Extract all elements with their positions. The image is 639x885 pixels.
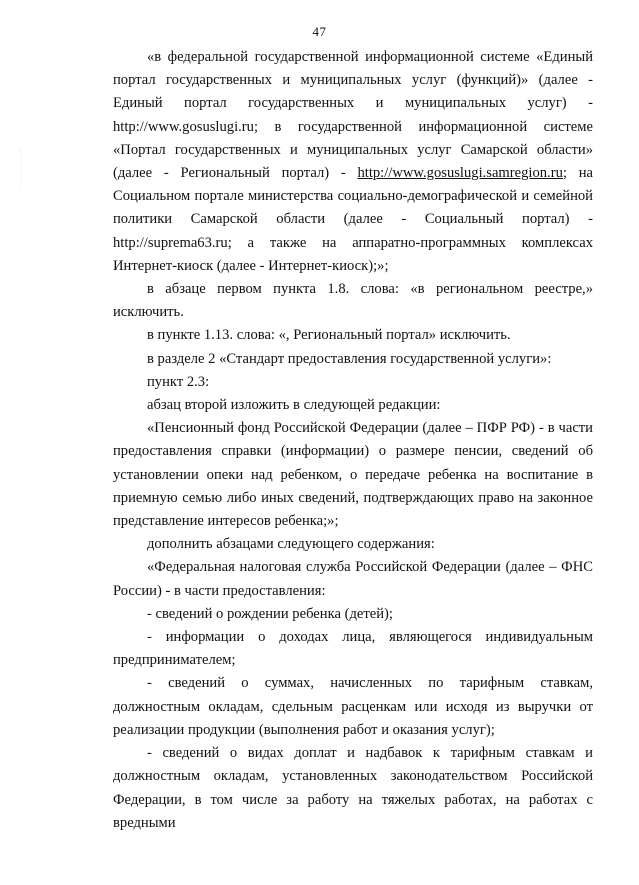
paragraph-text: ; на Социальном портале министерства социально-демографической и семейной политики Самарской области (далее - Социальный портал) - http://suprema63.ru; а также на аппаратно-программных комплексах Интернет-киоск (далее - Интернет-киоск);»; xyxy=(113,165,593,274)
paragraph-pfr: «Пенсионный фонд Российской Федерации (далее – ПФР РФ) - в части предоставления справки (информации) о размере пенсии, сведений об установлении опеки над ребенком, о передаче ребенка на воспитание в приемную семью либо иных сведений, подтверждающих право на законное представление интересов ребенка;»; xyxy=(113,420,593,530)
regional-portal-link[interactable]: http://www.gosuslugi.samregion.ru xyxy=(357,165,563,182)
scan-margin-artifact xyxy=(20,150,35,190)
document-body xyxy=(113,46,593,835)
paragraph-supplement: дополнить абзацами следующего содержания: xyxy=(147,536,435,553)
paragraph-text: «в федеральной государственной информационной системе «Единый портал государственных и муниципальных услуг (функций)» (далее - Единый портал государственных и муниципальных услуг) - http://www.gosuslugi.ru; в государственной информационной системе «Портал государственных и муниципальных услуг Самарской области» (далее - Региональный портал) - xyxy=(113,49,593,182)
paragraph-amend-1-8: в абзаце первом пункта 1.8. слова: «в региональном реестре,» исключить. xyxy=(113,281,593,321)
paragraph-amend-1-13: в пункте 1.13. слова: «, Региональный портал» исключить. xyxy=(147,327,511,344)
paragraph-second-abzac: абзац второй изложить в следующей редакции: xyxy=(147,397,441,414)
list-item-allowances: - сведений о видах доплат и надбавок к тарифным ставкам и должностным окладам, установленных законодательством Российской Федерации, в том числе за работу на тяжелых работах, на работах с вредными xyxy=(113,745,593,831)
list-item-sums: - сведений о суммах, начисленных по тарифным ставкам, должностным окладам, сдельным расценкам или исходя из выручки от реализации продукции (выполнения работ и оказания услуг); xyxy=(113,675,593,738)
paragraph-fns: «Федеральная налоговая служба Российской Федерации (далее – ФНС России) - в части предоставления: xyxy=(113,559,593,599)
paragraph-section-2: в разделе 2 «Стандарт предоставления государственной услуги»: xyxy=(147,350,552,367)
list-item-birth: - сведений о рождении ребенка (детей); xyxy=(147,605,393,622)
page-number: 47 xyxy=(312,24,327,39)
paragraph-item-2-3: пункт 2.3: xyxy=(147,373,210,390)
list-item-income: - информации о доходах лица, являющегося индивидуальным предпринимателем; xyxy=(113,629,593,669)
paragraph-portal-list xyxy=(113,46,593,278)
